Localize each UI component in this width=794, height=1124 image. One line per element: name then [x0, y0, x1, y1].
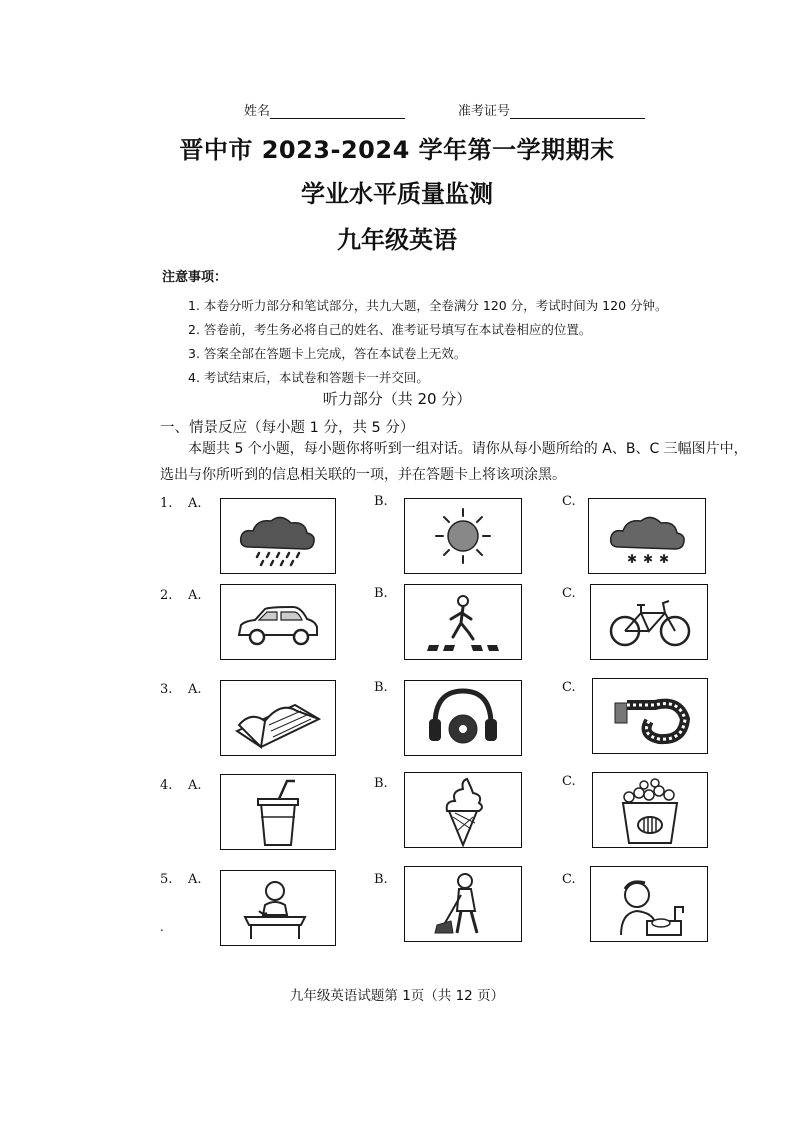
name-label: 姓名 — [244, 104, 271, 119]
boy-cleaning-desk-icon[interactable] — [220, 870, 336, 946]
svg-text:✱: ✱ — [643, 552, 654, 566]
question-number: 4. — [160, 778, 173, 793]
option-letter[interactable]: A. — [188, 778, 202, 793]
rain-cloud-icon[interactable] — [220, 498, 336, 574]
option-letter[interactable]: C. — [562, 586, 576, 601]
boy-washing-dishes-icon[interactable] — [590, 866, 708, 942]
page-footer: 九年级英语试题第 1页（共 12 页） — [289, 988, 505, 1004]
drink-cup-icon[interactable] — [220, 774, 336, 850]
option-letter[interactable]: B. — [374, 586, 388, 601]
option-letter[interactable]: B. — [374, 680, 388, 695]
exam-id-label: 准考证号 — [458, 104, 511, 119]
book-icon[interactable] — [220, 680, 336, 756]
option-letter[interactable]: C. — [562, 774, 576, 789]
option-letter[interactable]: B. — [374, 494, 388, 509]
option-letter[interactable]: A. — [188, 682, 202, 697]
notice-item: 3. 答案全部在答题卡上完成，答在本试卷上无效。 — [188, 346, 467, 361]
question-number: 5. — [160, 872, 173, 887]
option-letter[interactable]: A. — [188, 496, 202, 511]
question-number: 2. — [160, 588, 173, 603]
listening-part-heading: 听力部分（共 20 分） — [322, 390, 472, 408]
section-instruction: 本题共 5 个小题，每小题你将听到一组对话。请你从每小题所给的 A、B、C 三幅图片中，选出与你所听到的信息相关联的一项，并在答题卡上将该项涂黑。 — [160, 441, 748, 483]
option-letter[interactable]: B. — [374, 872, 388, 887]
exam-id-underline[interactable] — [510, 104, 645, 119]
option-letter[interactable]: A. — [188, 588, 202, 603]
notice-heading: 注意事项： — [162, 270, 228, 285]
option-letter[interactable]: A. — [188, 872, 202, 887]
option-letter[interactable]: C. — [562, 872, 576, 887]
svg-text:✱: ✱ — [659, 552, 670, 566]
option-letter[interactable]: C. — [562, 494, 576, 509]
ice-cream-icon[interactable] — [404, 772, 522, 848]
stray-mark: . — [160, 920, 164, 934]
section-heading: 一、情景反应（每小题 1 分，共 5 分） — [160, 420, 415, 436]
sun-icon[interactable] — [404, 498, 522, 574]
film-reel-icon[interactable] — [592, 678, 708, 754]
question-number: 1. — [160, 496, 173, 511]
popcorn-icon[interactable] — [592, 772, 708, 848]
exam-subject: 九年级英语 — [337, 226, 457, 254]
option-letter[interactable]: B. — [374, 776, 388, 791]
name-underline[interactable] — [270, 104, 405, 119]
svg-text:✱: ✱ — [627, 552, 638, 566]
option-letter[interactable]: C. — [562, 680, 576, 695]
exam-id-field[interactable] — [458, 100, 645, 119]
notice-item: 1. 本卷分听力部分和笔试部分，共九大题，全卷满分 120 分，考试时间为 120 分钟。 — [188, 298, 668, 313]
exam-title: 晋中市 2023-2024 学年第一学期期末 — [179, 136, 615, 164]
name-field[interactable] — [244, 100, 405, 119]
headphones-cd-icon[interactable] — [404, 680, 522, 756]
snow-cloud-icon[interactable] — [588, 498, 706, 574]
car-icon[interactable] — [220, 584, 336, 660]
bicycle-icon[interactable] — [590, 584, 708, 660]
notice-item: 4. 考试结束后，本试卷和答题卡一并交回。 — [188, 370, 429, 385]
pedestrian-icon[interactable] — [404, 584, 522, 660]
notice-item: 2. 答卷前，考生务必将自己的姓名、准考证号填写在本试卷相应的位置。 — [188, 322, 592, 337]
boy-sweeping-icon[interactable] — [404, 866, 522, 942]
exam-subtitle: 学业水平质量监测 — [301, 180, 493, 208]
question-number: 3. — [160, 682, 173, 697]
